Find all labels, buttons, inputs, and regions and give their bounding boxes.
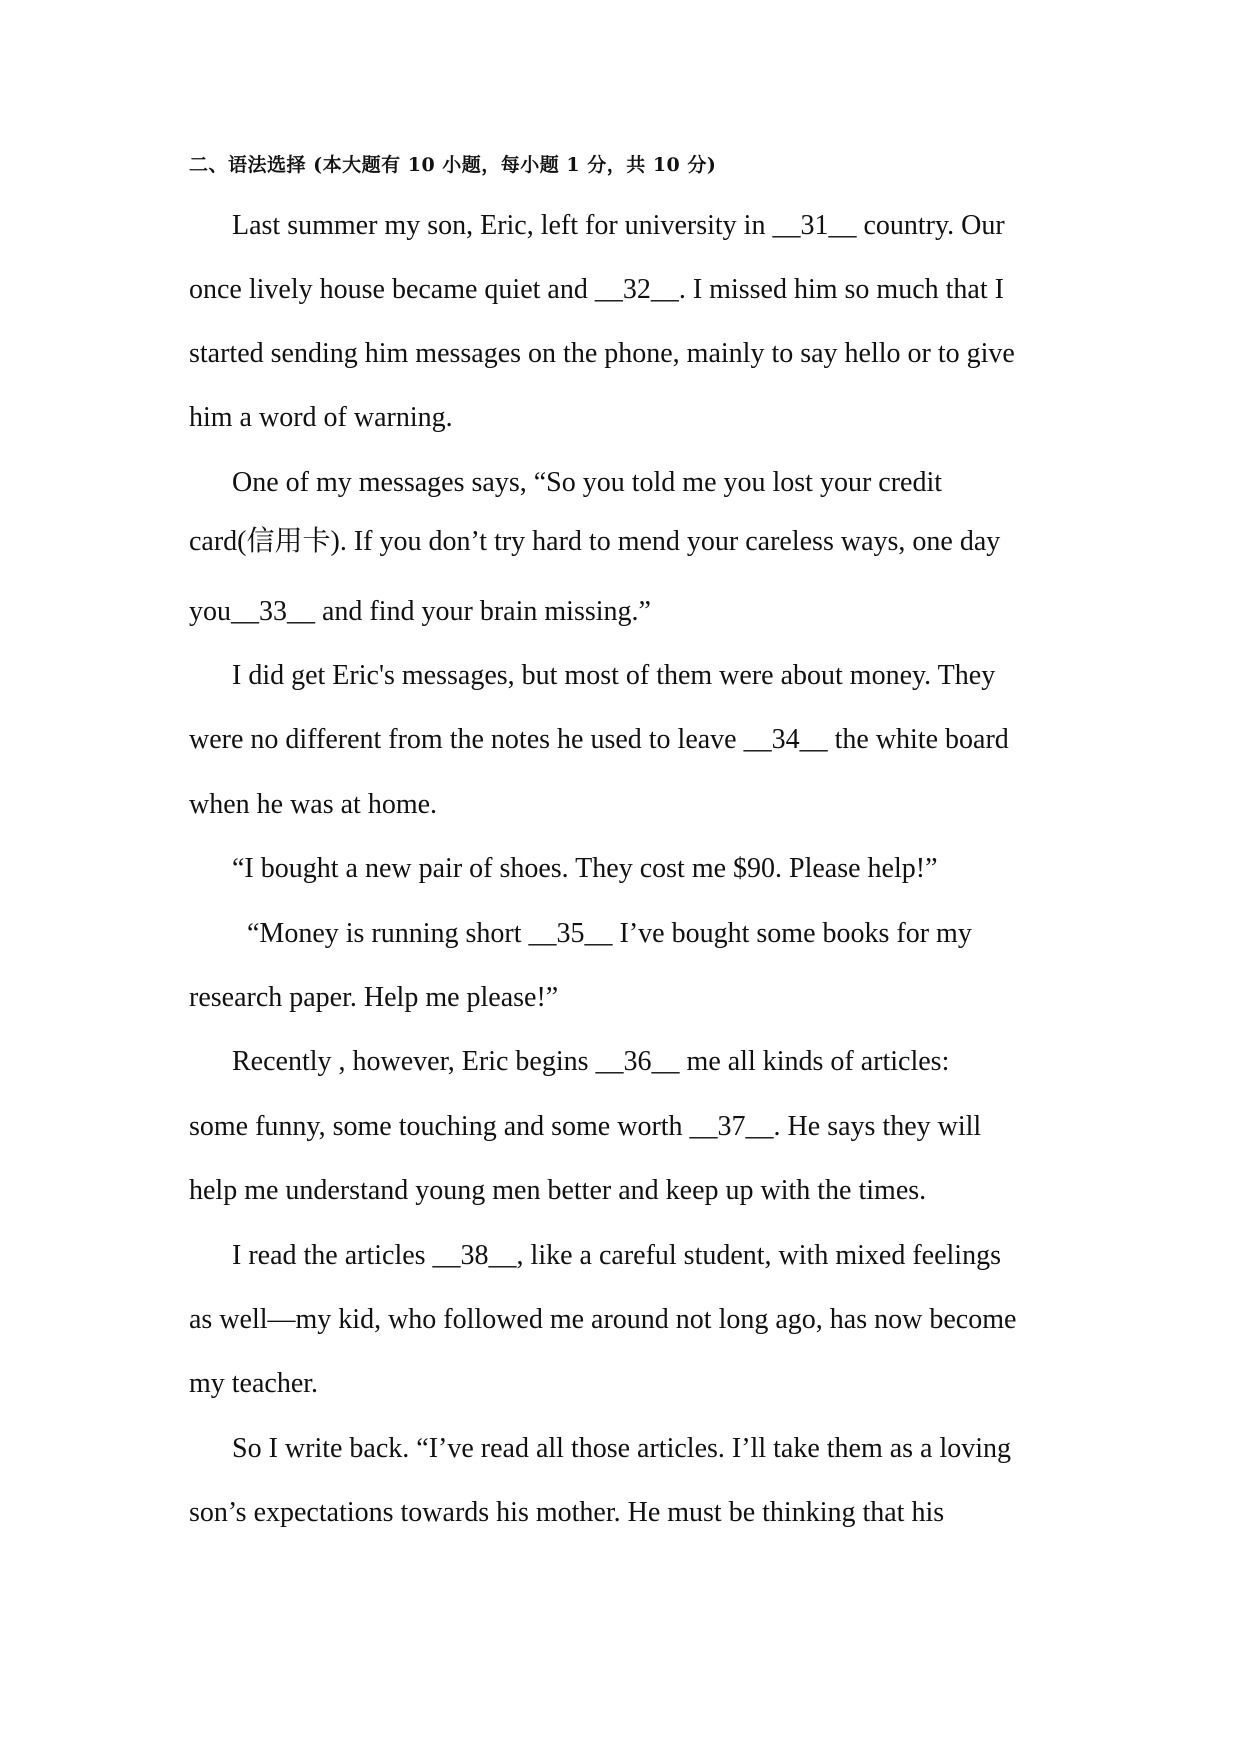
text-line: I did get Eric's messages, but most of them were about money. They	[232, 660, 996, 691]
text-line: So I write back. “I’ve read all those articles. I’ll take them as a loving	[232, 1433, 1012, 1464]
text-line: as well—my kid, who followed me around not long ago, has now become	[189, 1304, 1017, 1335]
text-line: my teacher.	[189, 1368, 319, 1399]
text-line: card(信用卡). If you don’t try hard to mend your careless ways, one day	[189, 526, 1001, 557]
text-line: some funny, some touching and some worth __37__. He says they will	[189, 1111, 982, 1142]
text-line: him a word of warning.	[189, 402, 453, 433]
text-line: when he was at home.	[189, 789, 438, 820]
text-line: once lively house became quiet and __32__. I missed him so much that I	[189, 274, 1004, 305]
text-line: research paper. Help me please!”	[189, 982, 559, 1013]
text-line: Last summer my son, Eric, left for university in __31__ country. Our	[232, 210, 1005, 241]
text-line: “I bought a new pair of shoes. They cost me $90. Please help!”	[232, 853, 938, 884]
text-line: Recently , however, Eric begins __36__ me all kinds of articles:	[232, 1046, 950, 1077]
text-line: were no different from the notes he used to leave __34__ the white board	[189, 724, 1009, 755]
section-heading: 二、语法选择 (本大题有 10 小题，每小题 1 分，共 10 分)	[189, 154, 717, 176]
text-line: son’s expectations towards his mother. He must be thinking that his	[189, 1497, 945, 1528]
text-line: “Money is running short __35__ I’ve bought some books for my	[247, 918, 972, 949]
text-line: started sending him messages on the phone, mainly to say hello or to give	[189, 338, 1015, 369]
text-line: I read the articles __38__, like a careful student, with mixed feelings	[232, 1240, 1001, 1271]
text-line: One of my messages says, “So you told me you lost your credit	[232, 467, 943, 498]
text-line: you__33__ and find your brain missing.”	[189, 596, 651, 627]
text-line: help me understand young men better and keep up with the times.	[189, 1175, 927, 1206]
